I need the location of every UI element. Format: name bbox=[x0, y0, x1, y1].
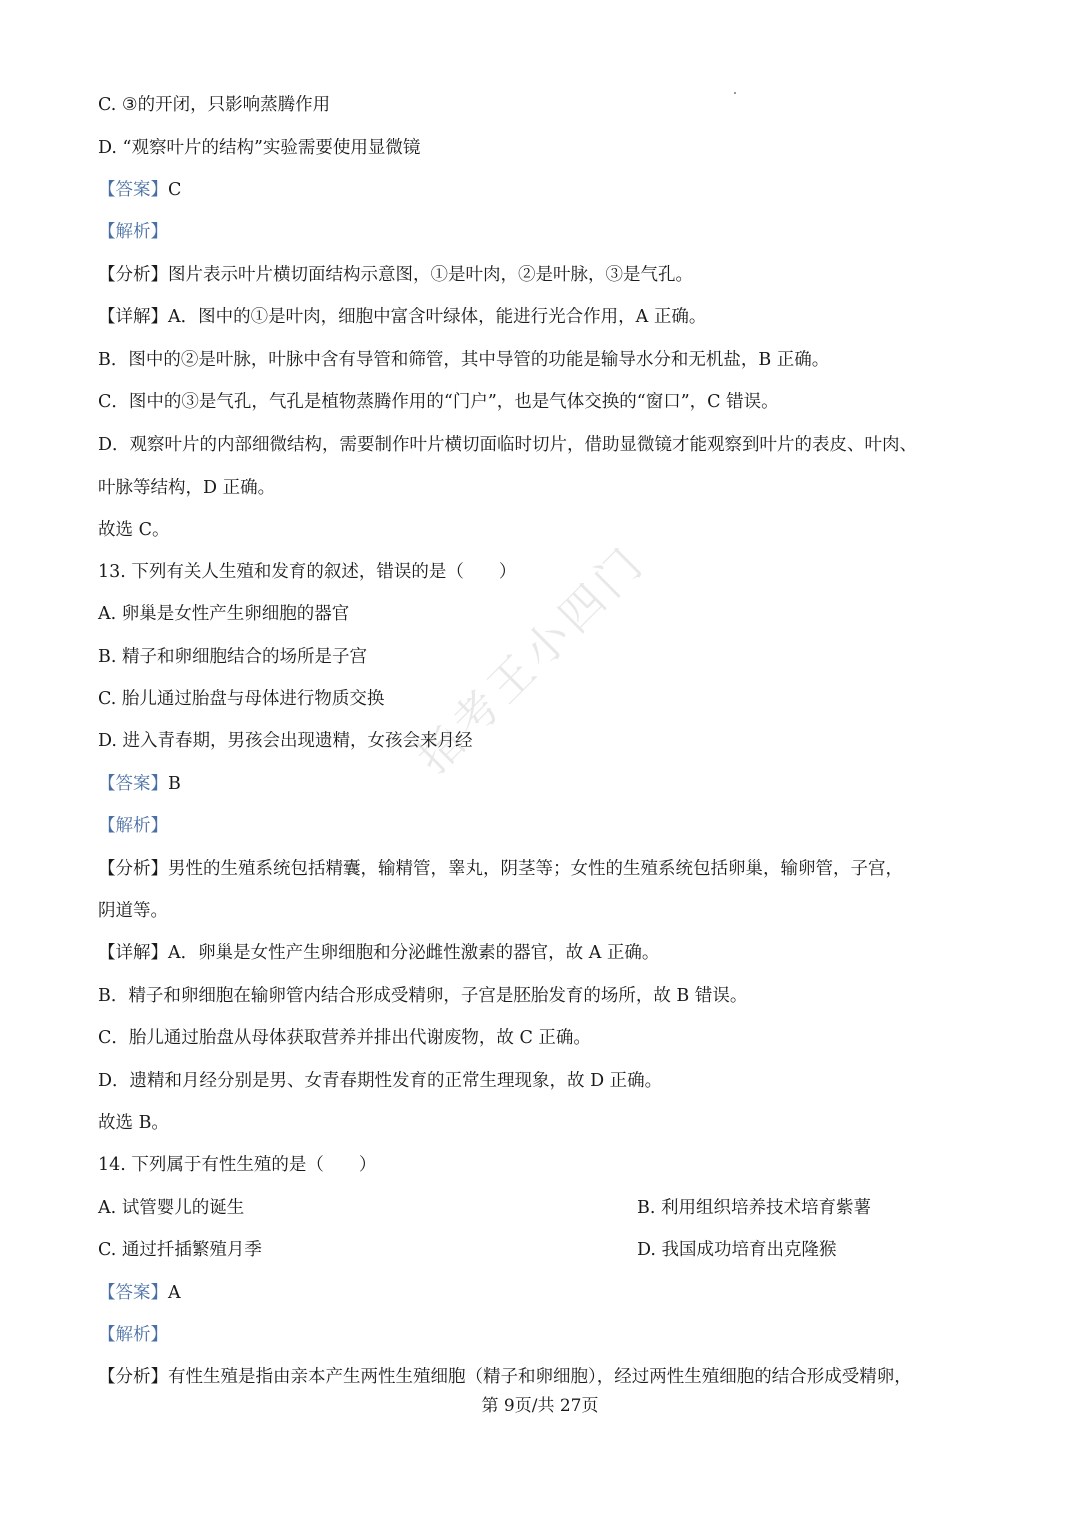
q12-detail-d1: D．观察叶片的内部细微结构，需要制作叶片横切面临时切片，借助显微镜才能观察到叶片的表皮、叶肉、 bbox=[98, 435, 918, 455]
q13-fenxi2: 阴道等。 bbox=[98, 901, 168, 921]
q14-analysis-tag bbox=[98, 1323, 984, 1347]
fenxi-tag: 【分析】 bbox=[98, 265, 168, 285]
answer-tag: 【答案】 bbox=[98, 180, 168, 200]
q12-conclusion: 故选 C。 bbox=[98, 520, 170, 540]
fenxi-text: 男性的生殖系统包括精囊，输精管，睾丸，阴茎等；女性的生殖系统包括卵巢，输卵管，子宫， bbox=[168, 859, 903, 879]
answer-value: B bbox=[168, 774, 181, 794]
fenxi-text: 有性生殖是指由亲本产生两性生殖细胞（精子和卵细胞），经过两性生殖细胞的结合形成受精卵， bbox=[168, 1367, 912, 1387]
q12-fenxi bbox=[98, 263, 984, 287]
q13-fenxi1 bbox=[98, 857, 984, 881]
q14-answer bbox=[98, 1281, 984, 1305]
q13-conclusion: 故选 B。 bbox=[98, 1113, 169, 1133]
q14-options-row1 bbox=[98, 1196, 984, 1220]
q13-stem: 13. 下列有关人生殖和发育的叙述，错误的是（ ） bbox=[98, 562, 517, 582]
fenxi-text: 图片表示叶片横切面结构示意图，①是叶肉，②是叶脉，③是气孔。 bbox=[168, 265, 693, 285]
q14-stem: 14. 下列属于有性生殖的是（ ） bbox=[98, 1155, 377, 1175]
q12-detail-d2: 叶脉等结构，D 正确。 bbox=[98, 478, 276, 498]
detail-text: A．卵巢是女性产生卵细胞和分泌雌性激素的器官，故 A 正确。 bbox=[168, 943, 660, 963]
q14-options-row2 bbox=[98, 1238, 984, 1262]
analysis-tag: 【解析】 bbox=[98, 1325, 168, 1345]
option-c-prev: C. ③的开闭，只影响蒸腾作用 bbox=[98, 95, 331, 115]
watermark: 指考王小四门 bbox=[407, 535, 656, 784]
q13-detail-b: B．精子和卵细胞在输卵管内结合形成受精卵，子宫是胚胎发育的场所，故 B 错误。 bbox=[98, 986, 748, 1006]
q14-option-a: A. 试管婴儿的诞生 bbox=[98, 1198, 245, 1218]
q14-option-d: D. 我国成功培育出克隆猴 bbox=[637, 1240, 837, 1260]
q13-option-c: C. 胎儿通过胎盘与母体进行物质交换 bbox=[98, 689, 385, 709]
q12-answer bbox=[98, 178, 984, 202]
q12-detail-c: C．图中的③是气孔，气孔是植物蒸腾作用的“门户”，也是气体交换的“窗口”，C 错误。 bbox=[98, 392, 779, 412]
q12-detail-b: B．图中的②是叶脉，叶脉中含有导管和筛管，其中导管的功能是输导水分和无机盐，B 正确。 bbox=[98, 350, 830, 370]
detail-tag: 【详解】 bbox=[98, 943, 168, 963]
q12-detail-a bbox=[98, 305, 984, 329]
answer-value: C bbox=[168, 180, 182, 200]
q14-option-c: C. 通过扦插繁殖月季 bbox=[98, 1240, 262, 1260]
q13-answer bbox=[98, 772, 984, 796]
q13-analysis-tag bbox=[98, 814, 984, 838]
q14-option-b: B. 利用组织培养技术培育紫薯 bbox=[637, 1198, 871, 1218]
q13-detail-c: C．胎儿通过胎盘从母体获取营养并排出代谢废物，故 C 正确。 bbox=[98, 1028, 591, 1048]
q13-option-d: D. 进入青春期，男孩会出现遗精，女孩会来月经 bbox=[98, 731, 473, 751]
detail-tag: 【详解】 bbox=[98, 307, 168, 327]
q13-detail-d: D．遗精和月经分别是男、女青春期性发育的正常生理现象，故 D 正确。 bbox=[98, 1071, 663, 1091]
answer-tag: 【答案】 bbox=[98, 774, 168, 794]
fenxi-tag: 【分析】 bbox=[98, 859, 168, 879]
answer-tag: 【答案】 bbox=[98, 1283, 168, 1303]
page-number: 第 9页/共 27页 bbox=[481, 1396, 599, 1416]
q13-option-a: A. 卵巢是女性产生卵细胞的器官 bbox=[98, 604, 350, 624]
detail-text: A．图中的①是叶肉，细胞中富含叶绿体，能进行光合作用，A 正确。 bbox=[168, 307, 707, 327]
q13-detail-a bbox=[98, 941, 984, 965]
q14-fenxi bbox=[98, 1365, 984, 1389]
analysis-tag: 【解析】 bbox=[98, 816, 168, 836]
option-d-prev: D. “观察叶片的结构”实验需要使用显微镜 bbox=[98, 138, 421, 158]
answer-value: A bbox=[168, 1283, 181, 1303]
analysis-tag: 【解析】 bbox=[98, 222, 168, 242]
q13-option-b: B. 精子和卵细胞结合的场所是子宫 bbox=[98, 647, 367, 667]
fenxi-tag: 【分析】 bbox=[98, 1367, 168, 1387]
q12-analysis-tag bbox=[98, 220, 984, 244]
